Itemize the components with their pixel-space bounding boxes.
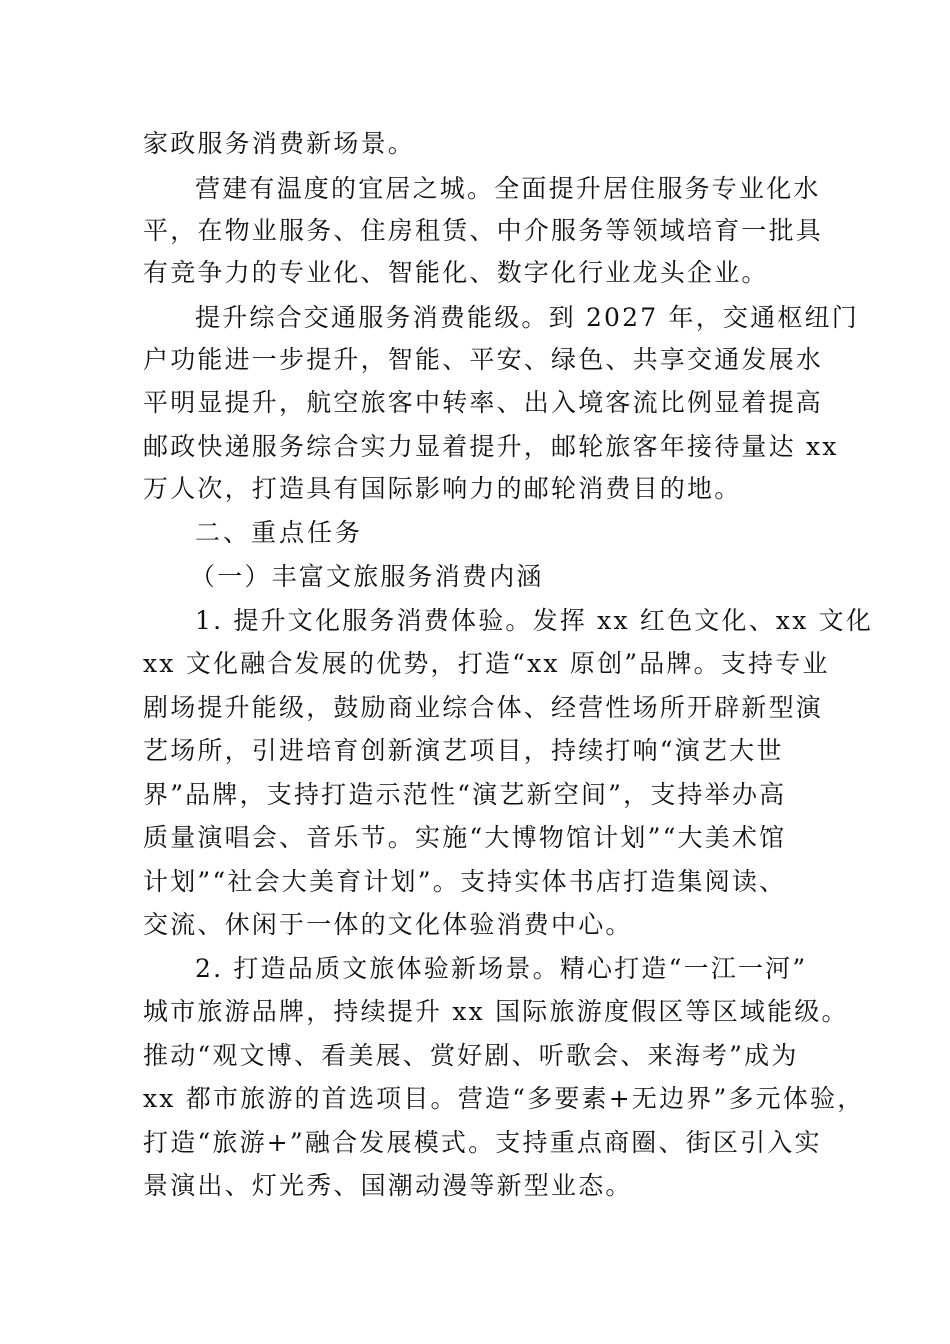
text-line: 推动“观文博、看美展、赏好剧、听歌会、来海考”成为 — [143, 1041, 799, 1070]
text-line: xx 文化融合发展的优势，打造“xx 原创”品牌。支持专业 — [143, 649, 830, 678]
text-line: 剧场提升能级，鼓励商业综合体、经营性场所开辟新型演 — [143, 693, 824, 722]
text-line: 有竞争力的专业化、智能化、数字化行业龙头企业。 — [143, 258, 769, 287]
text-line: 计划”“社会大美育计划”。支持实体书店打造集阅读、 — [143, 867, 787, 896]
text-line: 平明显提升，航空旅客中转率、出入境客流比例显着提高 — [143, 388, 824, 417]
section-heading: 二、重点任务 — [195, 518, 364, 547]
text-line: 交流、休闲于一体的文化体验消费中心。 — [143, 910, 633, 939]
text-line: xx 都市旅游的首选项目。营造“多要素+无边界”多元体验， — [143, 1084, 865, 1113]
paragraph-first-line: 提升综合交通服务消费能级。到 2027 年，交通枢纽门 — [195, 303, 859, 332]
text-line: 景演出、灯光秀、国潮动漫等新型业态。 — [143, 1171, 633, 1200]
paragraph-first-line: 2. 打造品质文旅体验新场景。精心打造“一江一河” — [195, 954, 808, 983]
text-line: 质量演唱会、音乐节。实施“大博物馆计划”“大美术馆 — [143, 823, 787, 852]
text-line: 邮政快递服务综合实力显着提升，邮轮旅客年接待量达 xx — [143, 432, 839, 461]
text-line: 平，在物业服务、住房租赁、中介服务等领域培育一批具 — [143, 216, 824, 245]
text-line: 艺场所，引进培育创新演艺项目，持续打响“演艺大世 — [143, 736, 784, 765]
paragraph-first-line: 营建有温度的宜居之城。全面提升居住服务专业化水 — [195, 174, 821, 203]
text-line: 打造“旅游+”融合发展模式。支持重点商圈、街区引入实 — [143, 1128, 822, 1157]
subsection-heading: （一）丰富文旅服务消费内涵 — [190, 562, 544, 591]
text-line: 城市旅游品牌，持续提升 xx 国际旅游度假区等区域能级。 — [143, 997, 849, 1026]
text-line: 万人次，打造具有国际影响力的邮轮消费目的地。 — [143, 474, 742, 503]
text-line: 户功能进一步提升，智能、平安、绿色、共享交通发展水 — [143, 345, 824, 374]
text-line: 家政服务消费新场景。 — [143, 129, 416, 158]
paragraph-first-line: 1. 提升文化服务消费体验。发挥 xx 红色文化、xx 文化 — [195, 606, 874, 635]
text-line: 界”品牌，支持打造示范性“演艺新空间”，支持举办高 — [143, 780, 787, 809]
